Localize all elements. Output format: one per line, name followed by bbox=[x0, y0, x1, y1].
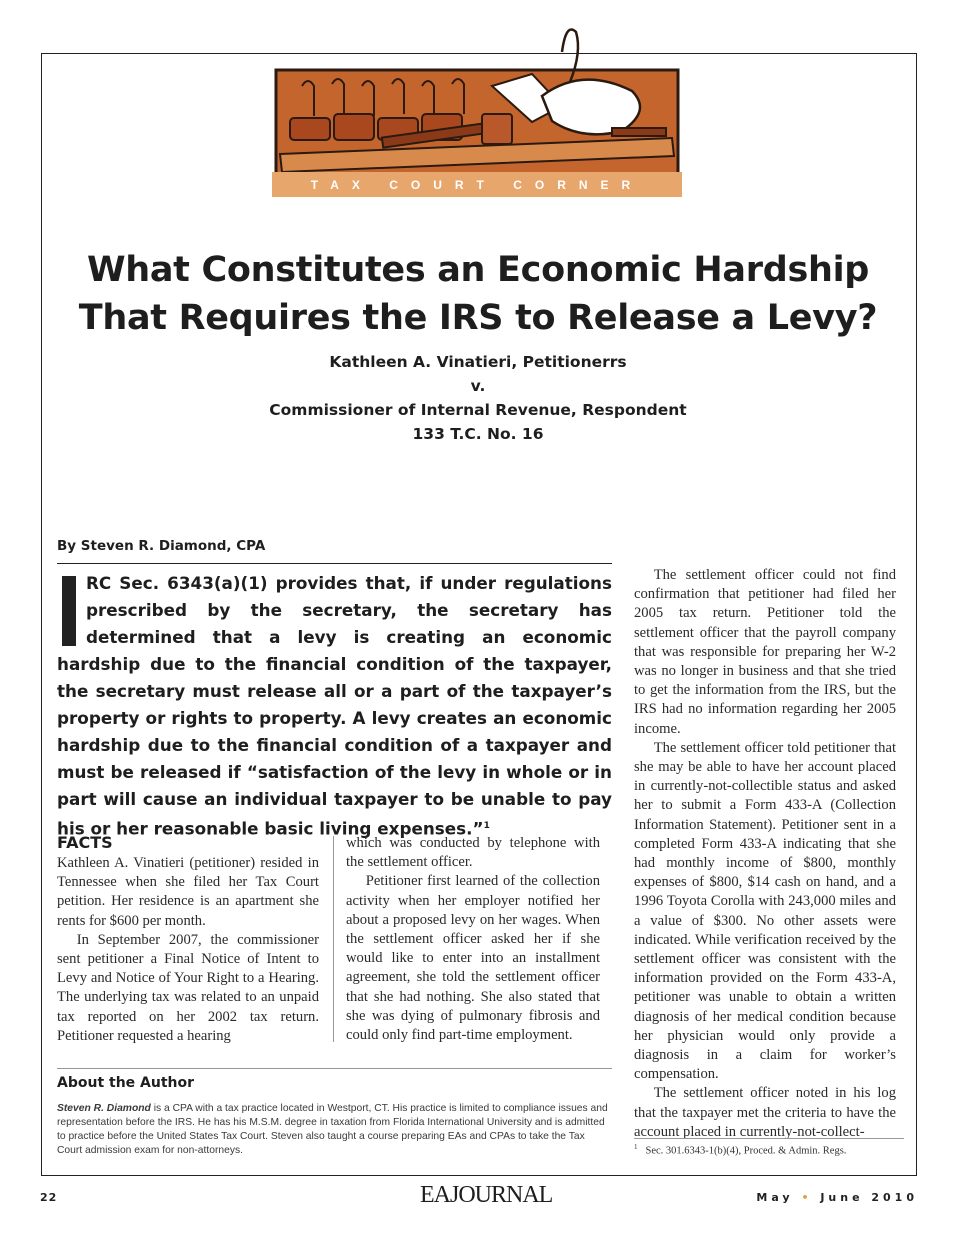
column-divider bbox=[333, 836, 334, 1042]
paragraph: The settlement officer noted in his log that the taxpayer met the criteria to have the account placed in currently-not-collect- bbox=[634, 1085, 896, 1140]
issue-month-year: June 2010 bbox=[820, 1191, 918, 1204]
banner-label: TAX COURT CORNER bbox=[310, 177, 644, 192]
drop-cap bbox=[62, 576, 76, 646]
paragraph: Kathleen A. Vinatieri (petitioner) resided in Tennessee when she filed her Tax Court petition. Her residence is an apartment she rents for $600 per month. bbox=[57, 855, 319, 929]
divider bbox=[57, 563, 612, 564]
footnote-mark: 1 bbox=[634, 1143, 638, 1151]
footnote bbox=[634, 1143, 846, 1157]
column-1 bbox=[57, 833, 319, 1046]
paragraph: In September 2007, the commissioner sent petitioner a Final Notice of Intent to Levy and Notice of Your Right to a Hearing. The underlying tax was related to an unpaid tax reported on her 2002 tax return. Petitioner requested a hearing bbox=[57, 931, 319, 1044]
lead-text: RC Sec. 6343(a)(1) provides that, if under regulations prescribed by the secretary, the secretary has determined that a levy is creating an economic hardship due to the financial condition of the taxpayer, the secretary must release all or a part of the taxpayer’s property or rights to property. A levy creates an economic hardship due to the financial condition of a taxpayer and must be released if “satisfaction of the levy in whole or in part will cause an individual taxpayer to be unable to pay his or her reasonable basic living expenses.” bbox=[57, 573, 612, 839]
facts-heading: FACTS bbox=[57, 833, 113, 852]
date-separator: • bbox=[801, 1191, 813, 1204]
journal-logo: EAJOURNAL bbox=[420, 1182, 553, 1208]
issue-date bbox=[756, 1191, 918, 1204]
footnote-text: Sec. 301.6343-1(b)(4), Proced. & Admin. Regs. bbox=[645, 1145, 847, 1157]
case-citation: 133 T.C. No. 16 bbox=[412, 425, 544, 443]
footnote-ref: 1 bbox=[483, 821, 490, 831]
author-name: Steven R. Diamond bbox=[57, 1103, 151, 1114]
case-respondent: Commissioner of Internal Revenue, Respondent bbox=[269, 401, 687, 419]
page-number: 22 bbox=[40, 1191, 58, 1204]
column-3 bbox=[634, 566, 896, 1142]
paragraph: Petitioner first learned of the collection activity when her employer notified her about a proposed levy on her wages. When the settlement officer asked her if she would like to enter into an installment agreement, she told the settlement officer that she had nothing. She also stated that she was dying of pulmonary fibrosis and could only find part-time employment. bbox=[346, 873, 600, 1044]
author-bio: is a CPA with a tax practice located in Westport, CT. His practice is limited to compliance issues and representation before the IRS. He has his M.S.M. degree in taxation from Florida International University and is admitted to practice before the United States Tax Court. Steven also taught a course preparing EAs and CPAs to take the Tax Court admission exam for non-attorneys. bbox=[57, 1103, 608, 1156]
paragraph: which was conducted by telephone with the settlement officer. bbox=[346, 835, 600, 871]
paragraph: The settlement officer could not find confirmation that petitioner had filed her 2005 tax return. Petitioner told the settlement officer that the payroll company that was responsible for preparing her W-2 was no longer in business and that she tried to get the information from the IRS, but the IRS had no information regarding her 2005 income. bbox=[634, 567, 896, 737]
footnote-divider bbox=[634, 1138, 904, 1139]
divider bbox=[57, 1068, 612, 1069]
case-versus: v. bbox=[470, 377, 486, 395]
article-title: What Constitutes an Economic Hardship That Requires the IRS to Release a Levy? bbox=[78, 250, 878, 338]
banner-strip bbox=[272, 172, 682, 197]
paragraph: The settlement officer told petitioner that she may be able to have her account placed in currently-not-collectible status and asked her to submit a Form 433-A (Collection Information Statement). Petitioner sent in a completed Form 433-A indicating that she had monthly income of $800, monthly expenses of $800, $14 cash on hand, and a 1996 Toyota Corolla with 243,000 miles and a value of $300. No other assets were indicated. While verification received by the settlement officer was consistent with the information provided on the Form 433-A, petitioner was unable to obtain a written diagnosis of her medical condition because her physician would only provide a diagnosis in a claim for worker’s compensation. bbox=[634, 739, 896, 1083]
lead-paragraph bbox=[57, 570, 612, 843]
column-2 bbox=[346, 834, 600, 1045]
about-author-heading: About the Author bbox=[57, 1075, 195, 1091]
about-author-text bbox=[57, 1102, 612, 1158]
case-caption bbox=[200, 350, 756, 446]
case-petitioner: Kathleen A. Vinatieri, Petitionerrs bbox=[329, 353, 627, 371]
issue-month: May bbox=[756, 1191, 794, 1204]
byline: By Steven R. Diamond, CPA bbox=[57, 538, 266, 554]
